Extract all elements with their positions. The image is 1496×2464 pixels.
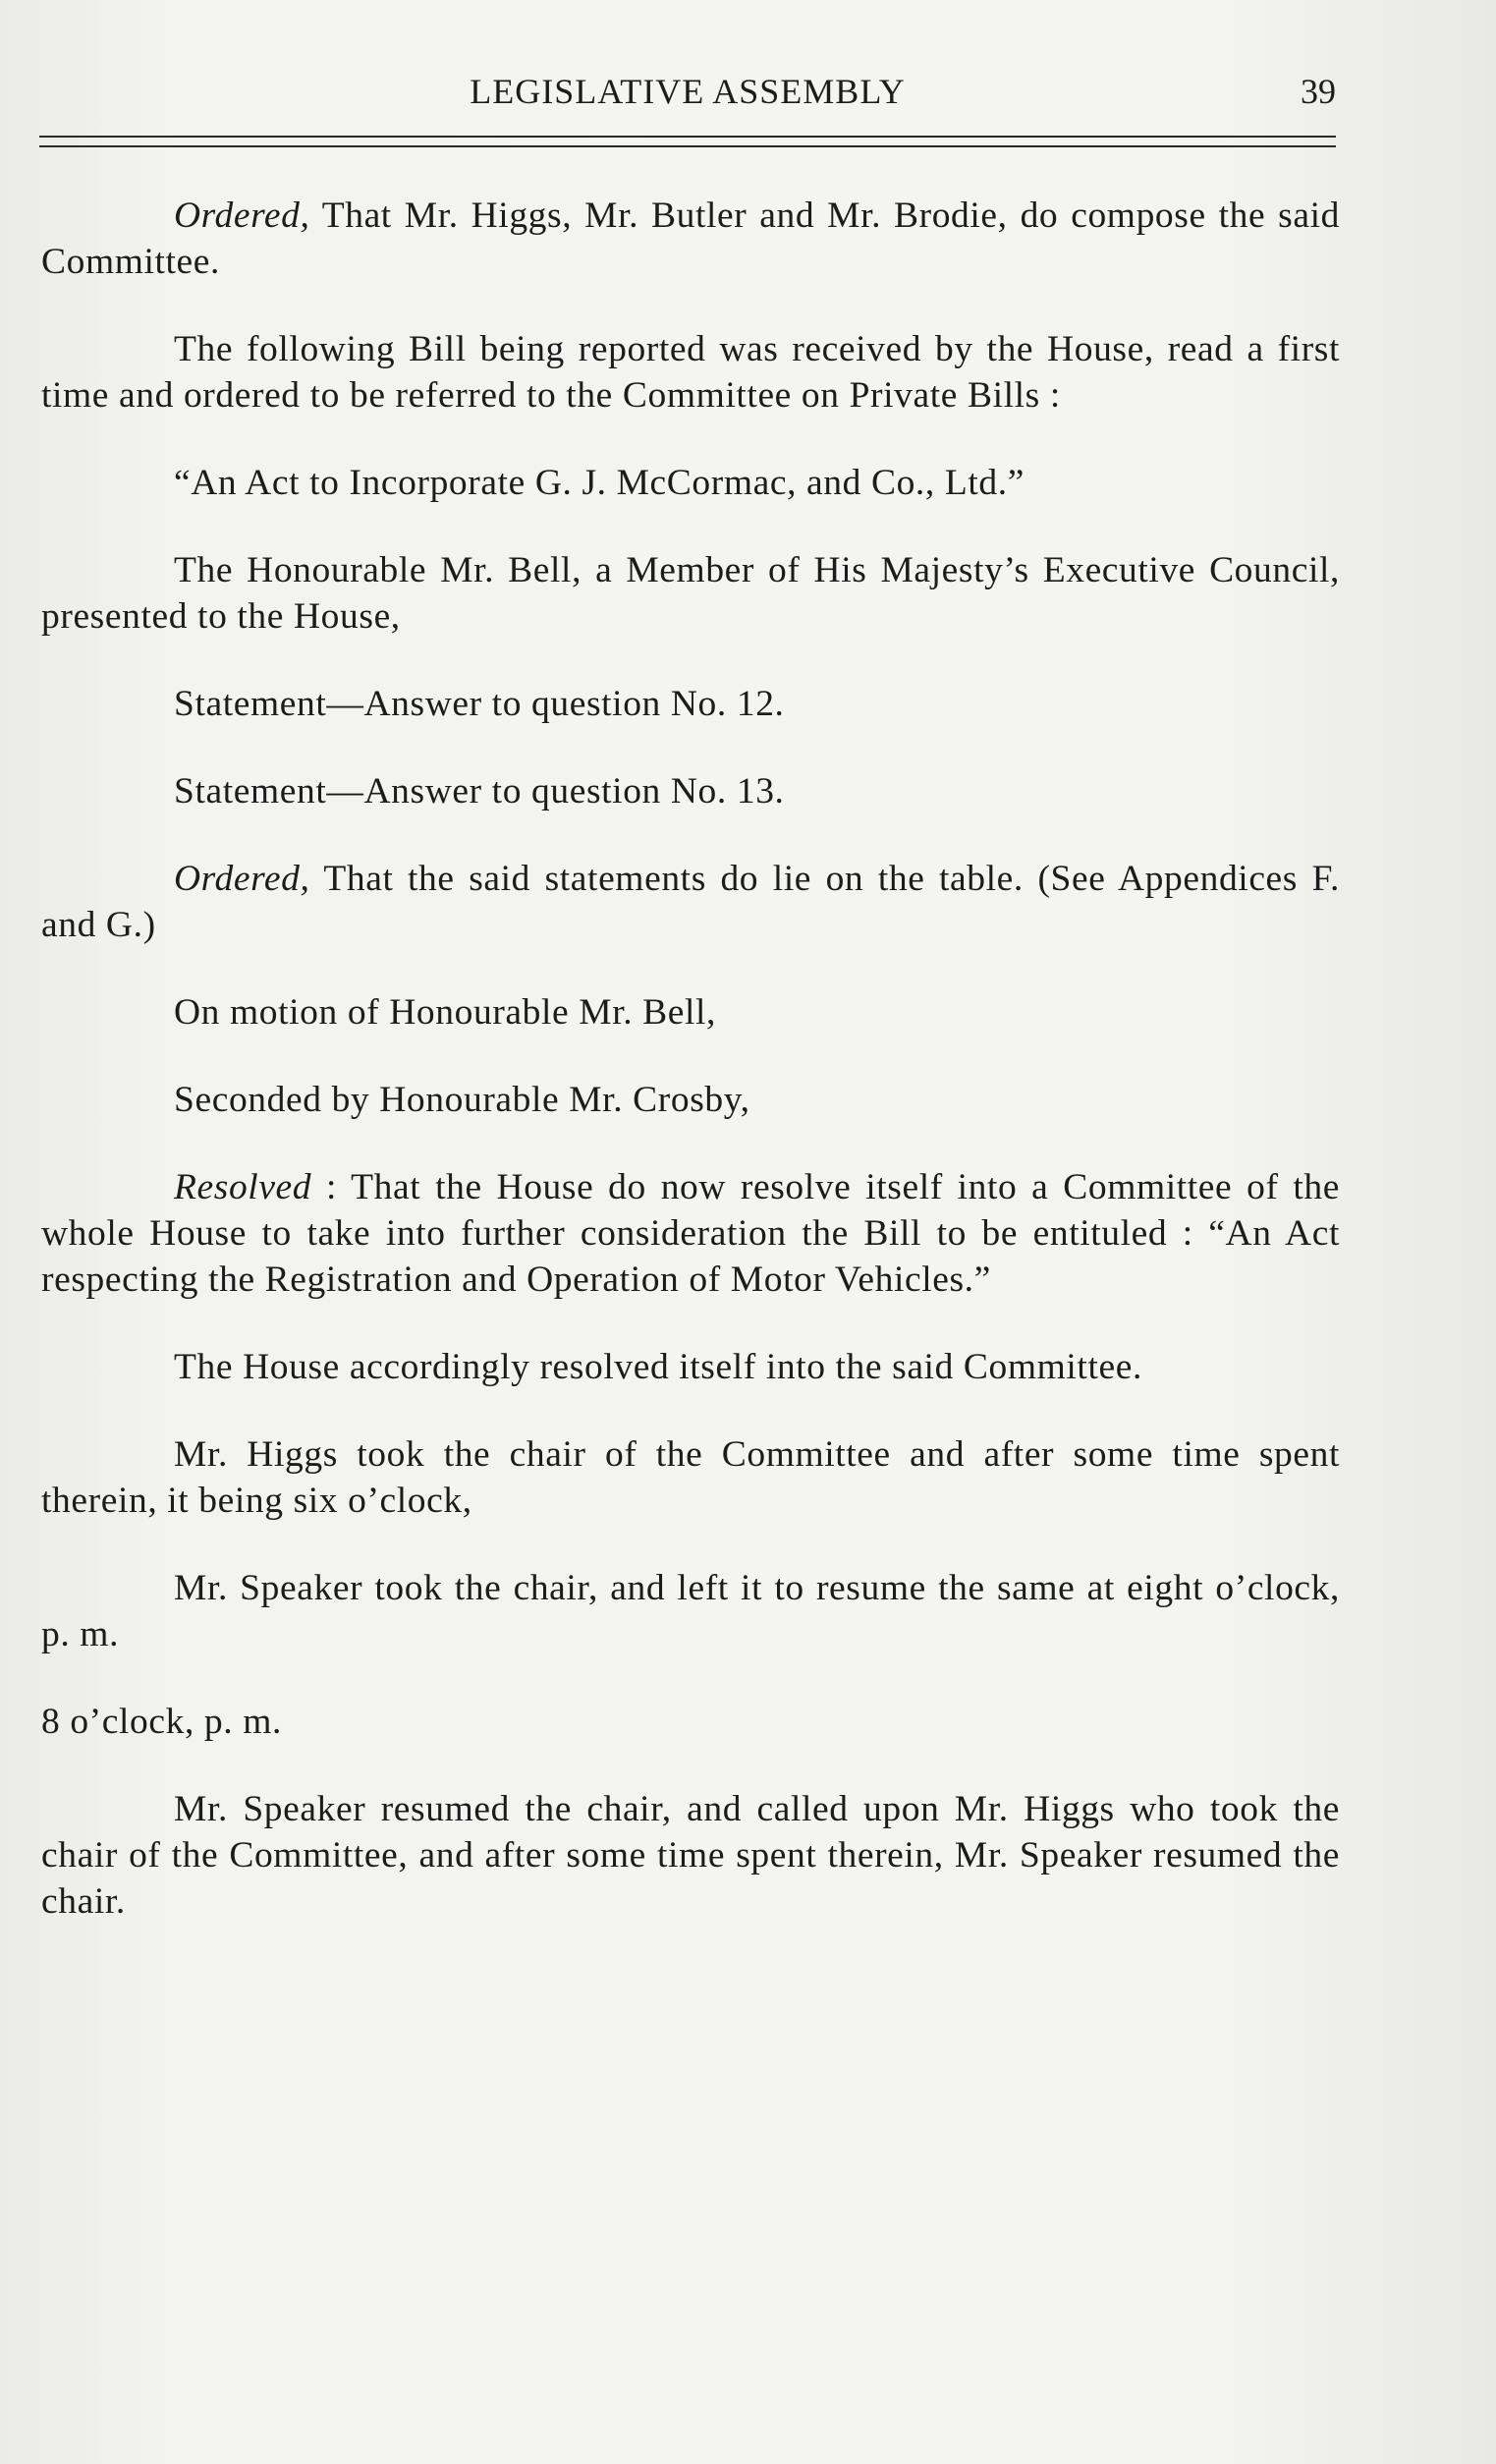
paragraph-seconded	[41, 1077, 1340, 1123]
header-rule-top	[39, 136, 1336, 138]
paragraph-text: On motion of Honourable Mr. Bell,	[174, 992, 717, 1033]
paragraph-text: : That the House do now resolve itself into a Committee of the whole House to take into further consideration the Bill to be entituled : “An Act respecting the Registration and Operation of Motor Vehicles.”	[41, 1167, 1340, 1300]
paragraph-text: “An Act to Incorporate G. J. McCormac, and Co., Ltd.”	[174, 463, 1025, 503]
paragraph-statement-12	[41, 681, 1340, 727]
running-head: LEGISLATIVE ASSEMBLY	[470, 72, 906, 111]
page-header	[39, 71, 1336, 120]
body-text	[41, 193, 1340, 1976]
paragraph-text: Statement—Answer to question No. 13.	[174, 771, 785, 812]
paragraph-text: The Honourable Mr. Bell, a Member of His Majesty’s Executive Council, presented to the House,	[41, 550, 1340, 637]
paragraph-text: The following Bill being reported was received by the House, read a first time and ordered to be referred to the Committee on Private Bills :	[41, 329, 1340, 416]
paragraph-time-mark	[41, 1699, 1340, 1745]
paragraph-text: Statement—Answer to question No. 12.	[174, 684, 785, 724]
paragraph-text: That Mr. Higgs, Mr. Butler and Mr. Brodie, do compose the said Committee.	[41, 196, 1340, 282]
paragraph-resolved	[41, 1164, 1340, 1303]
paragraph-statement-13	[41, 768, 1340, 814]
paragraph-motion	[41, 989, 1340, 1036]
paragraph-text: Mr. Speaker resumed the chair, and called upon Mr. Higgs who took the chair of the Committee, and after some time spent therein, Mr. Speaker resumed the chair.	[41, 1789, 1340, 1922]
paragraph-lead: Ordered,	[174, 859, 310, 899]
header-rule-bottom	[39, 145, 1336, 147]
paragraph-speaker-resumed	[41, 1786, 1340, 1925]
paragraph-higgs-chair	[41, 1431, 1340, 1524]
page-number: 39	[1301, 72, 1336, 111]
paragraph-lead: Ordered,	[174, 196, 310, 236]
paragraph-text: The House accordingly resolved itself into the said Committee.	[174, 1347, 1142, 1387]
paragraph-text: Mr. Speaker took the chair, and left it to resume the same at eight o’clock, p. m.	[41, 1568, 1340, 1654]
paragraph-ordered-committee	[41, 193, 1340, 285]
paragraph-lead: Resolved	[174, 1167, 312, 1207]
paragraph-ordered-table	[41, 856, 1340, 948]
paragraph-honourable-bell	[41, 547, 1340, 640]
paragraph-text: Seconded by Honourable Mr. Crosby,	[174, 1080, 750, 1120]
paragraph-bill-reported	[41, 326, 1340, 419]
paragraph-house-resolved	[41, 1344, 1340, 1390]
paragraph-speaker-left	[41, 1565, 1340, 1657]
paragraph-text: That the said statements do lie on the table. (See Appendices F. and G.)	[41, 859, 1340, 945]
paragraph-text: Mr. Higgs took the chair of the Committee and after some time spent therein, it being six o’clock,	[41, 1434, 1340, 1521]
paragraph-text: 8 o’clock, p. m.	[41, 1702, 282, 1742]
paragraph-act-title	[41, 460, 1340, 506]
